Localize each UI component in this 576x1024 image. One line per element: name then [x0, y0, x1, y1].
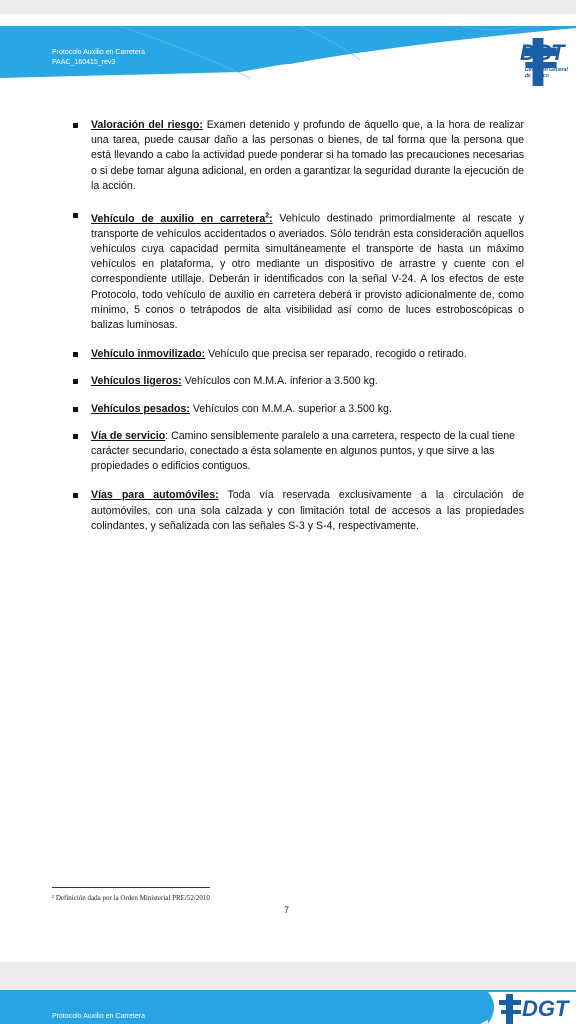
- list-item: [70, 374, 524, 389]
- definition-text: Toda vía reservada exclusivamente a la circulación de automóviles, con una sola calzada y con limitación total de accesos a las propiedades colindantes, y señalizada con las señales S-3 y S-4, respectivamente.: [91, 489, 524, 532]
- header-doc-code: PAAC_160415_rev3: [52, 59, 116, 66]
- definition-text: Vehículos con M.M.A. inferior a 3.500 kg.: [181, 375, 378, 388]
- definition-term: [91, 213, 273, 225]
- bullet-icon: [73, 434, 78, 439]
- definition-term: [91, 430, 165, 442]
- definition-term: Vehículos pesados:: [91, 402, 190, 415]
- footnote-ref[interactable]: 2: [265, 212, 270, 220]
- header-banner-shape: [0, 14, 576, 78]
- dgt-logo-subtitle: [525, 67, 568, 79]
- document-page: [0, 14, 576, 962]
- dgt-logo-text: DGT: [520, 40, 564, 65]
- list-item: [70, 118, 524, 194]
- definitions-list: [70, 118, 524, 548]
- bullet-icon: [73, 213, 78, 218]
- dgt-logo-subtitle-line2: de Tráfico: [525, 73, 549, 79]
- definition-term-text: Vehículo de auxilio en carretera: [91, 212, 266, 225]
- next-page-dgt-logo-text: DGT: [522, 996, 569, 1021]
- definition-term-colon: :: [165, 429, 169, 442]
- viewer-gap-top: [0, 0, 576, 14]
- definition-term-colon: :: [269, 212, 273, 225]
- list-item: [70, 208, 524, 333]
- definition-term: Vehículo inmovilizado:: [91, 348, 206, 361]
- header-banner: [0, 14, 576, 78]
- bullet-icon: [73, 123, 78, 128]
- definition-text: Camino sensiblemente paralelo a una carretera, respecto de la cual tiene carácter secundario, conectado a ésta solamente en algunos puntos, y que sirve a las propiedades o edificios contiguos.: [91, 429, 516, 473]
- definition-term-text: Vía de servicio: [91, 429, 166, 442]
- definition-term: Vehículos ligeros:: [91, 375, 182, 388]
- bullet-icon: [73, 379, 78, 384]
- bullet-icon: [73, 352, 78, 357]
- list-item: [70, 488, 524, 534]
- definition-text: Vehículo que precisa ser reparado, recogido o retirado.: [205, 348, 467, 361]
- dgt-logo-subtitle-line1: Dirección General: [525, 67, 568, 73]
- definition-term: Valoración del riesgo:: [91, 119, 203, 131]
- footnote-divider: [52, 887, 210, 888]
- list-item: [70, 402, 524, 417]
- definition-text: Vehículos con M.M.A. superior a 3.500 kg.: [189, 402, 392, 415]
- bullet-icon: [73, 407, 78, 412]
- definition-term: Vías para automóviles:: [91, 489, 219, 502]
- next-page-doc-title: Protocolo Auxilio en Carretera: [52, 1013, 145, 1020]
- footnote: ² Definición dada por la Orden Ministerial PRE/52/2010: [52, 894, 210, 902]
- list-item: [70, 429, 524, 475]
- definition-text: Examen detenido y profundo de áquello que, a la hora de realizar una tarea, puede causar daño a las personas o bienes, de tal forma que la persona que está llevando a cabo la actividad puede ponderar si ha tomado las precauciones necesarias o si debe tomar alguna adicional, en orden a garantizar la seguridad durante la ejecución de la acción.: [91, 119, 525, 192]
- list-item: [70, 347, 524, 362]
- header-doc-title: Protocolo Auxilio en Carretera: [52, 49, 145, 56]
- next-page-header: [0, 986, 576, 1024]
- definition-text: Vehículo destinado primordialmente al rescate y transporte de vehículos accidentados o averiados. Sólo tendrán esta consideración aquellos vehículos cuya capacidad permita simultáneamente el transporte de hasta un máximo vehículos en plataforma, y otro mediante un dispositivo de arrastre y cuente con el correspondiente utillaje. Deberán ir identificados con la señal V-24. A los efectos de este Protocolo, todo vehículo de auxilio en carretera deberá ir provisto adicionalmente de, como mínimo, 5 conos o tetrápodos de alta visibilidad así como de luces estroboscópicas o balizas luminosas.: [91, 212, 524, 331]
- bullet-icon: [73, 493, 78, 498]
- page-number: 7: [284, 905, 290, 915]
